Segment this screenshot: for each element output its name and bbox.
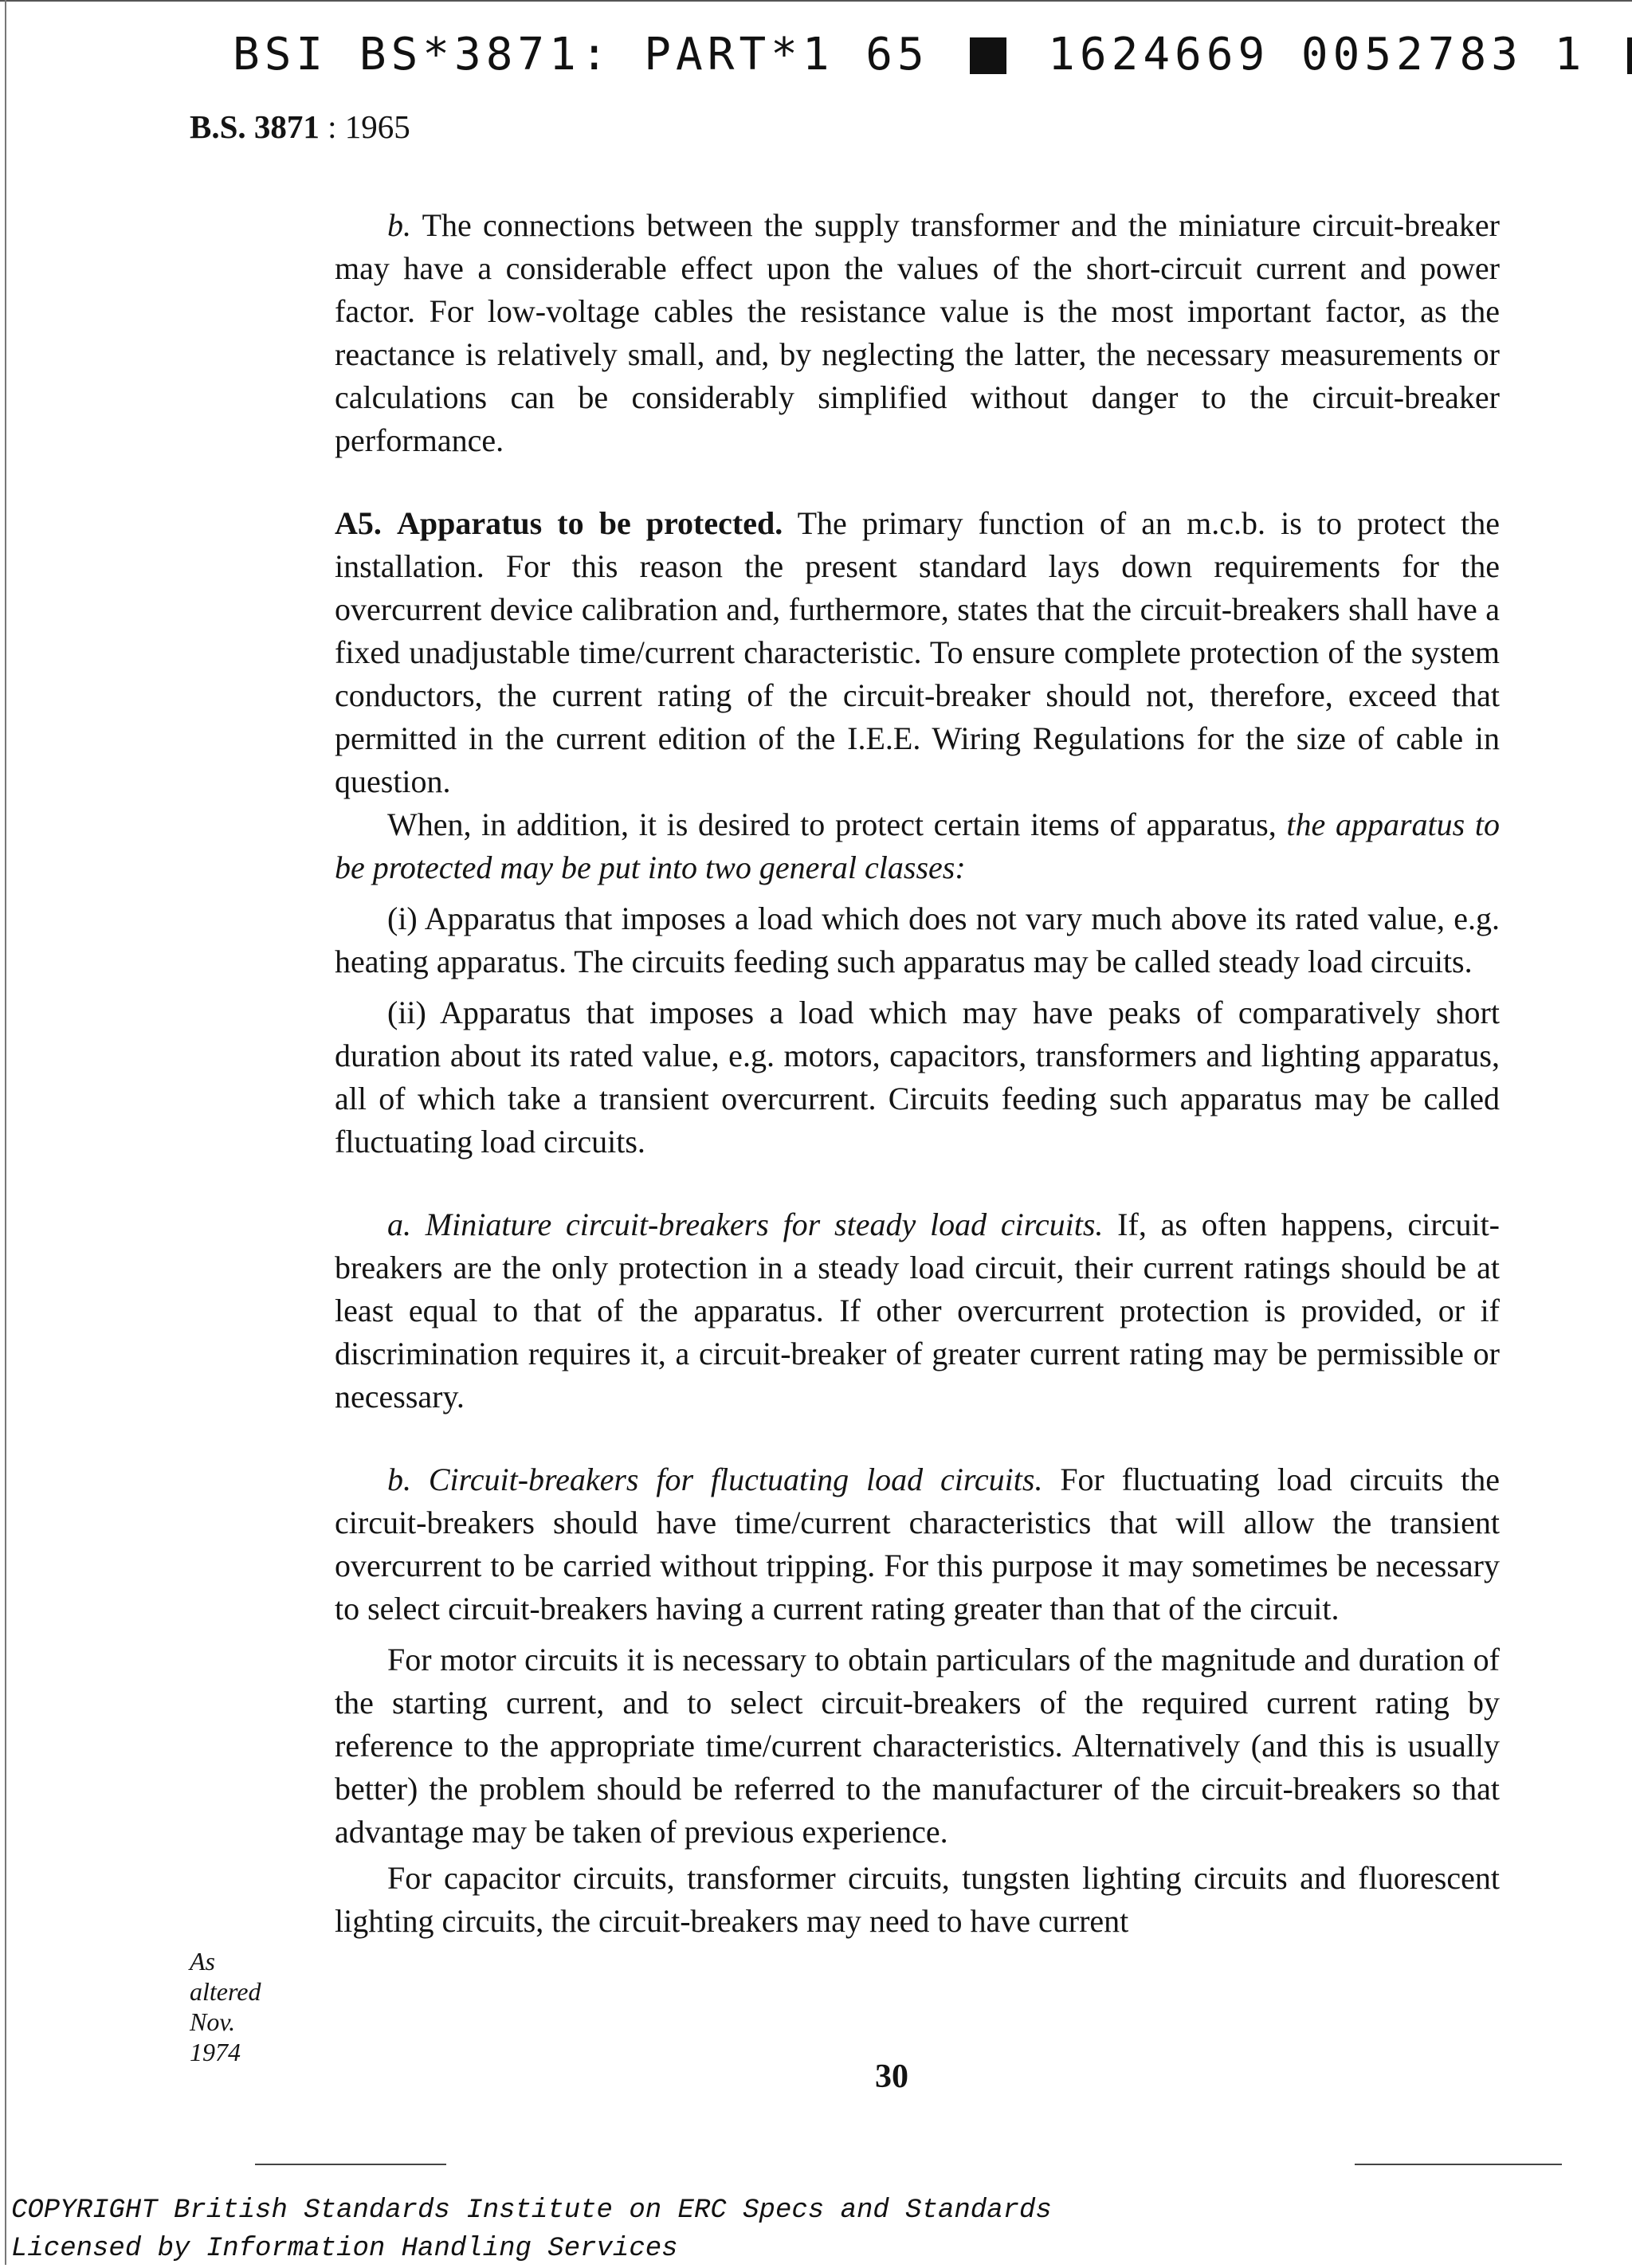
barcode-text-part2: 1624669 0052783 1 (1048, 29, 1587, 80)
section-a5-title: Apparatus to be protected. (396, 505, 783, 541)
barcode-block-2 (1627, 37, 1632, 74)
subsection-a-text: If, as often happens, circuit-breakers are the only protection in a steady load circuit, their current ratings should be at least equal to that of the apparatus. If other overcurrent protection is provided, or if discrimination requires it, a circuit-breaker of greater current rating may be permissible or necessary. (335, 1207, 1501, 1415)
section-a5-number: A5. (335, 505, 382, 541)
paragraph-b (335, 204, 1500, 462)
list-item-i: (i) Apparatus that imposes a load which does not vary much above its rated value, e.g. heating apparatus. The circuits feeding such apparatus may be called steady load circuits. (335, 901, 1500, 979)
paragraph-when-italic: the apparatus to be protected may be put into two general classes: (335, 806, 1500, 885)
barcode-block-1 (970, 37, 1006, 74)
margin-note-line4: 1974 (190, 2038, 241, 2066)
subsection-a-label: a. (387, 1207, 411, 1242)
page-number: 30 (875, 2058, 908, 2095)
page-left-edge (5, 0, 6, 2265)
margin-note-line1: As (190, 1947, 215, 1976)
subsection-b (335, 1458, 1500, 1630)
paragraph-motor: For motor circuits it is necessary to obtain particulars of the magnitude and duration of the starting current, and to select circuit-breakers of the required current rating by reference to the appropriate time/current characteristics. Alternatively (and this is usually better) the problem should be referred to the manufacturer of the circuit-breakers so that advantage may be taken of previous experience. (335, 1642, 1500, 1850)
paragraph-b-text: The connections between the supply transformer and the miniature circuit-breaker may have a considerable effect upon the values of the short-circuit current and power factor. For low-voltage cables the resistance value is the most important factor, as the reactance is relatively small, and, by neglecting the latter, the necessary measurements or calculations can be considerably simplified without danger to the circuit-breaker performance. (335, 207, 1500, 458)
margin-note-altered (190, 1946, 285, 2067)
standard-number-code: B.S. 3871 (190, 108, 320, 145)
document-id-header (233, 27, 1587, 83)
scan-stroke-left (255, 2164, 446, 2165)
document-body (335, 204, 1500, 1943)
subsection-a-title: Miniature circuit-breakers for steady load circuits. (425, 1207, 1104, 1242)
paragraph-when (335, 803, 1500, 889)
copyright-line-2: Licensed by Information Handling Services (11, 2234, 678, 2264)
barcode-text-part1: BSI BS*3871: PART*1 65 (233, 29, 929, 80)
subsection-a (335, 1203, 1500, 1418)
copyright-notice (11, 2191, 1052, 2268)
paragraph-capacitor: For capacitor circuits, transformer circuits, tungsten lighting circuits and fluorescent lighting circuits, the circuit-breakers may need to have current (335, 1860, 1500, 1939)
margin-note-line3: Nov. (190, 2007, 236, 2036)
margin-note-line2: altered (190, 1977, 261, 2006)
scan-stroke-right (1355, 2164, 1562, 2165)
subsection-b-label: b. (387, 1462, 411, 1497)
section-a5-text: The primary function of an m.c.b. is to protect the installation. For this reason the present standard lays down requirements for the overcurrent device calibration and, furthermore, states that the circuit-breakers shall have a fixed unadjustable time/current characteristic. To ensure complete protection of the system conductors, the current rating of the circuit-breaker should not, therefore, exceed that permitted in the current edition of the I.E.E. Wiring Regulations for the size of cable in question. (335, 505, 1501, 799)
copyright-line-1: COPYRIGHT British Standards Institute on ERC Specs and Standards (11, 2195, 1052, 2226)
subsection-b-text: For fluctuating load circuits the circuit-breakers should have time/current characteristics that will allow the transient overcurrent to be carried without tripping. For this purpose it may sometimes be necessary to select circuit-breakers having a current rating greater than that of the circuit. (335, 1462, 1500, 1626)
subsection-b-title: Circuit-breakers for fluctuating load circuits. (428, 1462, 1043, 1497)
section-a5 (335, 502, 1500, 803)
page-top-edge (0, 0, 1632, 5)
paragraph-when-text: When, in addition, it is desired to protect certain items of apparatus, (387, 806, 1277, 842)
list-item-ii: (ii) Apparatus that imposes a load which may have peaks of comparatively short duration about its rated value, e.g. motors, capacitors, transformers and lighting apparatus, all of which take a transient overcurrent. Circuits feeding such apparatus may be called fluctuating load circuits. (335, 995, 1500, 1160)
paragraph-b-label: b. (387, 207, 411, 243)
standard-number (190, 108, 410, 146)
standard-year: : 1965 (328, 108, 410, 145)
